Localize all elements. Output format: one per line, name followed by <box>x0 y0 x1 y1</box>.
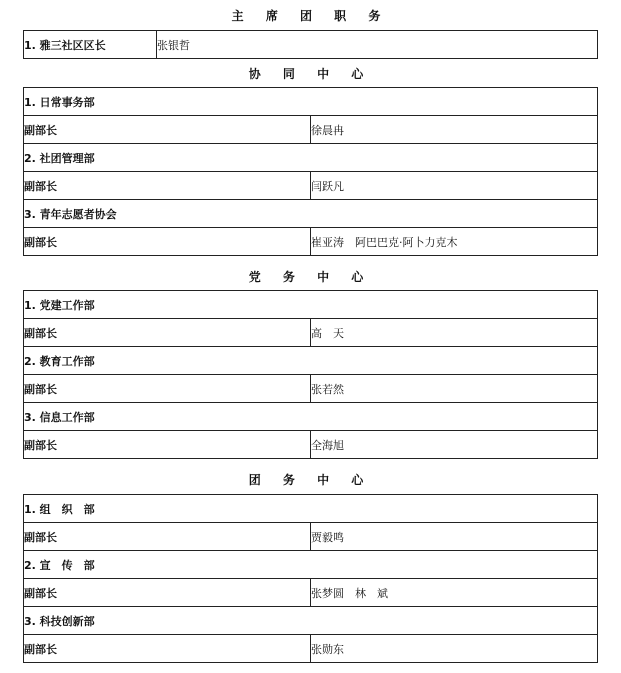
department-name: 1. 日常事务部 <box>24 88 598 116</box>
table-row <box>24 144 598 172</box>
president-role: 1. 雅三社区区长 <box>24 31 157 59</box>
section-title-presidium: 主 席 团 职 务 <box>231 9 390 23</box>
person-name: 张若然 <box>311 375 598 403</box>
table-row <box>24 375 598 403</box>
table-row <box>24 172 598 200</box>
section-title-league-affairs: 团 务 中 心 <box>248 473 373 487</box>
department-name: 3. 信息工作部 <box>24 403 598 431</box>
department-name: 1. 党建工作部 <box>24 291 598 319</box>
table-row <box>24 319 598 347</box>
person-name: 高 天 <box>311 319 598 347</box>
person-name: 闫跃凡 <box>311 172 598 200</box>
person-name: 崔亚涛 阿巴巴克·阿卜力克木 <box>311 228 598 256</box>
role-label: 副部长 <box>24 579 311 607</box>
section-title-coordination: 协 同 中 心 <box>248 67 373 81</box>
president-name: 张银哲 <box>157 31 598 59</box>
table-row <box>24 579 598 607</box>
table-row <box>24 347 598 375</box>
department-name: 2. 宣 传 部 <box>24 551 598 579</box>
person-name: 张梦圆 林 斌 <box>311 579 598 607</box>
department-name: 2. 社团管理部 <box>24 144 598 172</box>
department-name: 3. 青年志愿者协会 <box>24 200 598 228</box>
role-label: 副部长 <box>24 116 311 144</box>
role-label: 副部长 <box>24 635 311 663</box>
table-row <box>24 635 598 663</box>
person-name: 贾毅鸣 <box>311 523 598 551</box>
table-row <box>24 607 598 635</box>
role-label: 副部长 <box>24 228 311 256</box>
role-label: 副部长 <box>24 523 311 551</box>
table-row <box>24 88 598 116</box>
table-row <box>24 495 598 523</box>
table-row <box>24 291 598 319</box>
table-row <box>24 228 598 256</box>
person-name: 全海旭 <box>311 431 598 459</box>
coordination-table <box>23 87 598 256</box>
role-label: 副部长 <box>24 319 311 347</box>
role-label: 副部长 <box>24 172 311 200</box>
table-row <box>24 523 598 551</box>
department-name: 3. 科技创新部 <box>24 607 598 635</box>
league-affairs-table <box>23 494 598 663</box>
table-row <box>24 403 598 431</box>
role-label: 副部长 <box>24 431 311 459</box>
table-row <box>24 431 598 459</box>
presidium-table <box>23 30 598 59</box>
table-row <box>24 551 598 579</box>
role-label: 副部长 <box>24 375 311 403</box>
department-name: 2. 教育工作部 <box>24 347 598 375</box>
party-affairs-table <box>23 290 598 459</box>
section-title-party-affairs: 党 务 中 心 <box>248 270 373 284</box>
person-name: 徐晨冉 <box>311 116 598 144</box>
table-row <box>24 116 598 144</box>
department-name: 1. 组 织 部 <box>24 495 598 523</box>
person-name: 张勋东 <box>311 635 598 663</box>
table-row <box>24 31 598 59</box>
table-row <box>24 200 598 228</box>
